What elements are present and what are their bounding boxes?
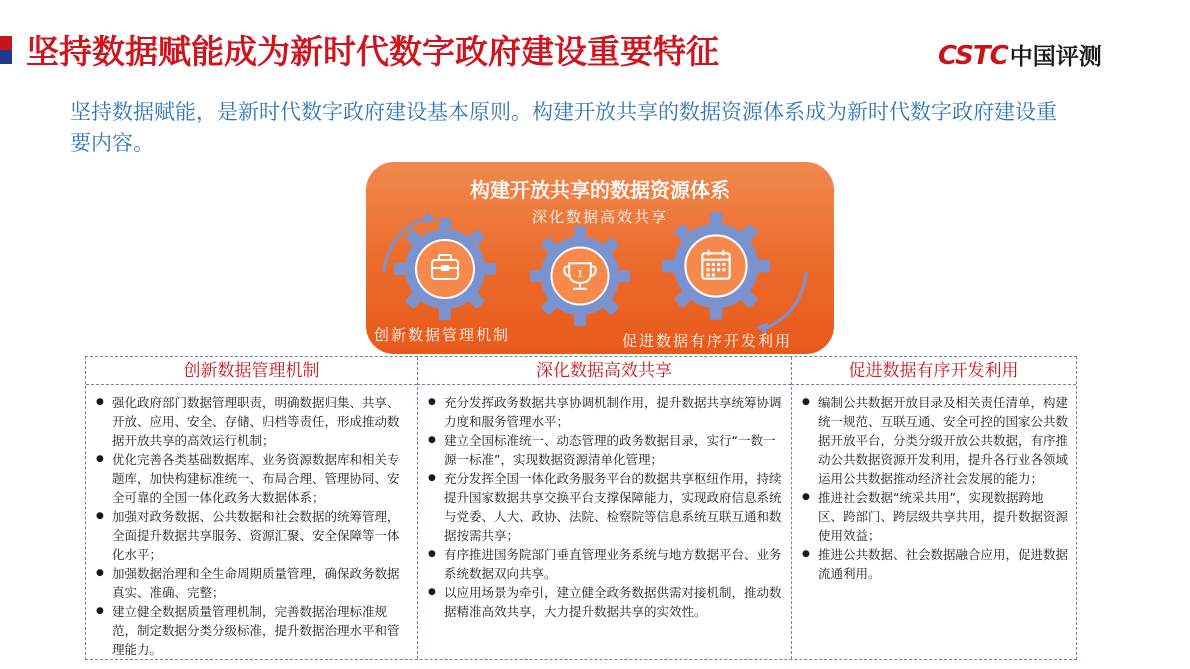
trophy-badge: 1 [576,268,584,280]
list-item: ● 优化完善各类基础数据库、业务资源数据库和相关专题库，加快构建标准统一、布局合理、管理协同、安全可靠的全国一体化政务大数据体系； [94,450,406,507]
accent-red-block [0,36,12,50]
list-item: ● 编制公共数据开放目录及相关责任清单，构建统一规范、互联互通、安全可控的国家公共数据开放平台，分类分级开放公共数据，有序推动公共数据资源开发利用，提升各行业各领域运用公共数据推动经济社会发展的能力； [800,393,1068,488]
column-divider [417,357,418,659]
column-header-2: 深化数据高效共享 [417,357,791,385]
column-header-1: 创新数据管理机制 [86,357,417,385]
list-item: ● 加强数据治理和全生命周期质量管理，确保政务数据真实、准确、完整； [94,564,406,602]
diagram-center-label: 深化数据高效共享 [531,208,668,226]
list-item: ● 充分发挥全国一体化政务服务平台的数据共享枢纽作用，持续提升国家数据共享交换平台支撑保障能力，实现政府信息系统与党委、人大、政协、法院、检察院等信息系统互联互通和数据按需共享； [426,469,782,545]
accent-blue-block [0,50,12,64]
diagram-title: 构建开放共享的数据资源体系 [470,178,730,202]
column-divider [791,357,792,659]
list-item: ● 推进社会数据“统采共用”，实现数据跨地区、跨部门、跨层级共享共用，提升数据资源使用效益； [800,488,1068,545]
logo-en: CSTC [938,41,1008,71]
column-body-3 [800,393,1068,583]
gear-right [658,208,774,324]
gear-left [390,214,500,324]
gear-center [526,222,634,330]
list-item: ● 建立健全数据质量管理机制，完善数据治理标准规范，制定数据分类分级标准，提升数据治理水平和管理能力。 [94,602,406,659]
list-item: ● 有序推进国务院部门垂直管理业务系统与地方数据平台、业务系统数据双向共享。 [426,545,782,583]
diagram-left-label: 创新数据管理机制 [374,326,511,344]
measures-table [85,356,1077,660]
list-item: ● 推进公共数据、社会数据融合应用，促进数据流通利用。 [800,545,1068,583]
list-item: ● 建立全国标准统一、动态管理的政务数据目录，实行“一数一源一标准”，实现数据资源清单化管理； [426,431,782,469]
page-title: 坚持数据赋能成为新时代数字政府建设重要特征 [26,32,719,71]
intro-text: 坚持数据赋能，是新时代数字政府建设基本原则。构建开放共享的数据资源体系成为新时代数字政府建设重要内容。 [70,100,1057,155]
resource-system-diagram [366,162,834,354]
column-header-3: 促进数据有序开发利用 [791,357,1076,385]
title-accent-bar [0,36,12,64]
list-item: ● 以应用场景为牵引，建立健全政务数据供需对接机制，推动数据精准高效共享，大力提升数据共享的实效性。 [426,583,782,621]
list-item: ● 加强对政务数据、公共数据和社会数据的统筹管理，全面提升数据共享服务、资源汇聚、安全保障等一体化水平； [94,507,406,564]
cstc-logo [938,38,1102,71]
diagram-right-label: 促进数据有序开发利用 [622,332,793,350]
list-item: ● 强化政府部门数据管理职责，明确数据归集、共享、开放、应用、安全、存储、归档等责任，形成推动数据开放共享的高效运行机制； [94,393,406,450]
list-item: ● 充分发挥政务数据共享协调机制作用，提升数据共享统筹协调力度和服务管理水平； [426,393,782,431]
logo-cn: 中国评测 [1009,44,1102,70]
column-body-2 [426,393,782,621]
column-body-1 [94,393,406,659]
